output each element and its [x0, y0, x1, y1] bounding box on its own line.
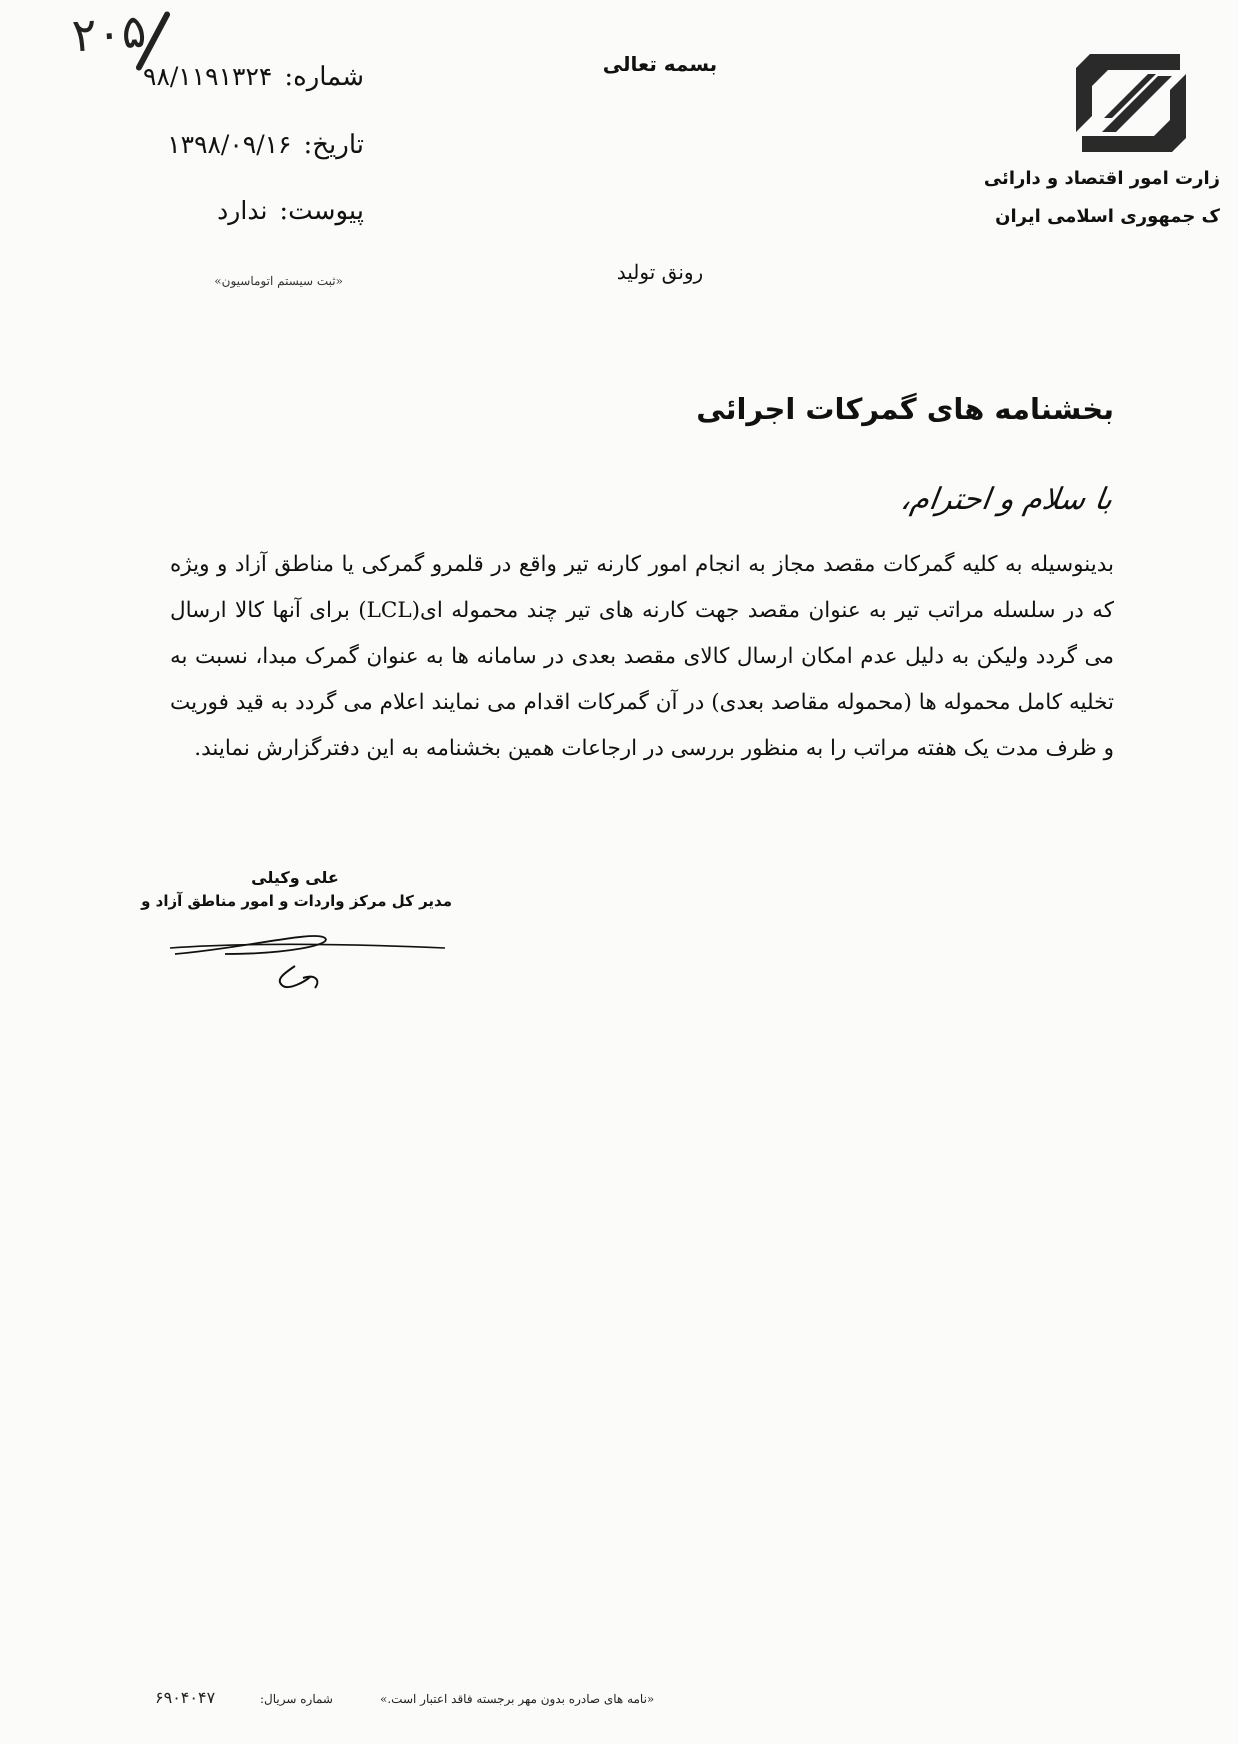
- footer-validity-note: «نامه های صادره بدون مهر برجسته فاقد اعتبار است.»: [380, 1692, 655, 1706]
- letter-date-value: ۱۳۹۸/۰۹/۱۶: [167, 130, 292, 159]
- circular-title: بخشنامه های گمرکات اجرائی: [696, 392, 1114, 426]
- letter-number-label: شماره:: [284, 62, 364, 92]
- register-note: «ثبت سیستم اتوماسیون»: [214, 274, 343, 288]
- handwritten-number: ۲۰۵: [70, 3, 148, 63]
- invocation-heading: بسمه تعالی: [602, 52, 718, 76]
- signature-icon: [165, 918, 450, 998]
- attachment-row: [217, 196, 364, 226]
- signer-title: مدیر کل مرکز واردات و امور مناطق آزاد و: [141, 892, 452, 910]
- greeting: با سلام و احترام،: [898, 482, 1115, 517]
- letter-number-row: [143, 62, 364, 92]
- ministry-name: زارت امور اقتصاد و دارائی: [983, 168, 1220, 189]
- year-slogan: رونق تولید: [616, 260, 704, 284]
- letter-number-value: ۹۸/۱۱۹۱۳۲۴: [143, 62, 273, 91]
- letter-date-row: [167, 130, 364, 160]
- footer-serial-number: ۶۹۰۴۰۴۷: [155, 1688, 216, 1707]
- customs-logo-icon: [1068, 46, 1192, 160]
- signer-name: علی وکیلی: [251, 868, 339, 887]
- country-name: ک جمهوری اسلامی ایران: [995, 206, 1220, 227]
- letter-body: بدینوسیله به کلیه گمرکات مقصد مجاز به انجام امور کارنه تیر واقع در قلمرو گمرکی یا مناطق آزاد و ویژه که در سلسله مراتب تیر به عنوان مقصد جهت کارنه های تیر چند محموله ای(LCL) برای آنها کالا ارسال می گردد ولیکن به دلیل عدم امکان ارسال کالای مقصد بعدی در سامانه ها به عنوان گمرک مبدا، نسبت به تخلیه کامل محموله ها (محموله مقاصد بعدی) در آن گمرکات اقدام می نمایند اعلام می گردد به قید فوریت و ظرف مدت یک هفته مراتب را به منظور بررسی در ارجاعات همین بخشنامه به این دفترگزارش نمایند.: [170, 552, 1114, 761]
- attachment-value: ندارد: [217, 196, 268, 225]
- footer-serial-label: شماره سریال:: [260, 1692, 333, 1706]
- attachment-label: پیوست:: [279, 196, 364, 226]
- letter-date-label: تاریخ:: [303, 130, 364, 160]
